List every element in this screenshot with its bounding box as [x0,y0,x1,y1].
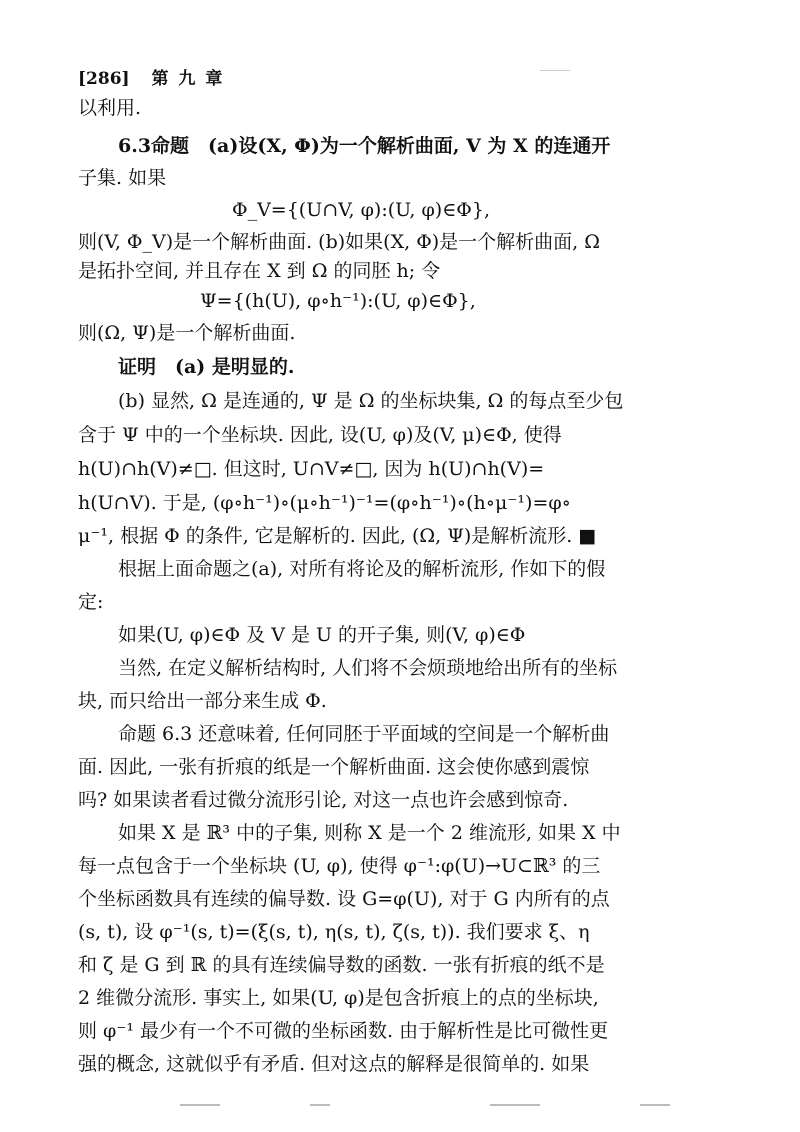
proof-heading-line: 证明 (a) 是明显的. [118,356,295,378]
text-line: 根据上面命题之(a), 对所有将论及的解析流形, 作如下的假 [118,558,606,580]
text-line: 和 ζ 是 G 到 ℝ 的具有连续偏导数的函数. 一张有折痕的纸不是 [78,954,605,976]
scan-mark [310,1104,330,1106]
text-line: 定: [78,591,104,613]
text-line: 当然, 在定义解析结构时, 人们将不会烦琐地给出所有的坐标 [118,657,618,679]
scan-mark [540,70,570,71]
text-line: 命题 6.3 还意味着, 任何同胚于平面域的空间是一个解析曲 [118,723,610,745]
text-line: 面. 因此, 一张有折痕的纸是一个解析曲面. 这会使你感到震惊 [78,756,590,778]
assumption-line: 如果(U, φ)∈Φ 及 V 是 U 的开子集, 则(V, φ)∈Φ [118,624,526,646]
page-header [78,64,224,89]
text-line: μ⁻¹, 根据 Φ 的条件, 它是解析的. 因此, (Ω, Ψ)是解析流形. ■ [78,525,597,547]
text-line: 则(Ω, Ψ)是一个解析曲面. [78,322,296,344]
text-line: 每一点包含于一个坐标块 (U, φ), 使得 φ⁻¹:φ(U)→U⊂ℝ³ 的三 [78,855,601,877]
text-line: 强的概念, 这就似乎有矛盾. 但对这点的解释是很简单的. 如果 [78,1053,590,1075]
text-line: (b) 显然, Ω 是连通的, Ψ 是 Ω 的坐标块集, Ω 的每点至少包 [118,390,624,412]
text-line: 则(V, Φ_V)是一个解析曲面. (b)如果(X, Φ)是一个解析曲面, Ω [78,231,601,253]
page-number: [286] [78,69,130,89]
text-line: 个坐标函数具有连续的偏导数. 设 G=φ(U), 对于 G 内所有的点 [78,888,610,910]
formula-line: Ψ={(h(U), φ∘h⁻¹):(U, φ)∈Φ}, [200,290,476,312]
text-line: 是拓扑空间, 并且存在 X 到 Ω 的同胚 h; 令 [78,260,441,282]
formula-line: Φ_V={(U∩V, φ):(U, φ)∈Φ}, [232,199,490,221]
chapter-title: 第 九 章 [151,69,225,89]
proposition-heading-line: 6.3命题 (a)设(X, Φ)为一个解析曲面, V 为 X 的连通开 [118,135,611,157]
text-line: 块, 而只给出一部分来生成 Φ. [78,690,327,712]
text-line: (s, t), 设 φ⁻¹(s, t)=(ξ(s, t), η(s, t), ζ(s, t)). 我们要求 ξ、η [78,921,590,943]
text-line: 如果 X 是 ℝ³ 中的子集, 则称 X 是一个 2 维流形, 如果 X 中 [118,822,621,844]
text-line: 以利用. [78,97,142,119]
scan-mark [640,1104,670,1106]
text-line: h(U∩V). 于是, (φ∘h⁻¹)∘(μ∘h⁻¹)⁻¹=(φ∘h⁻¹)∘(h∘μ⁻¹)=φ∘ [78,492,571,514]
text-line: h(U)∩h(V)≠□. 但这时, U∩V≠□, 因为 h(U)∩h(V)= [78,458,545,480]
text-line: 吗? 如果读者看过微分流形引论, 对这一点也许会感到惊奇. [78,789,569,811]
text-line: 2 维微分流形. 事实上, 如果(U, φ)是包含折痕上的点的坐标块, [78,987,599,1009]
text-line: 子集. 如果 [78,167,167,189]
scan-mark [180,1104,220,1106]
scan-mark [490,1104,540,1106]
text-line: 含于 Ψ 中的一个坐标块. 因此, 设(U, φ)及(V, μ)∈Φ, 使得 [78,424,562,446]
text-line: 则 φ⁻¹ 最少有一个不可微的坐标函数. 由于解析性是比可微性更 [78,1020,609,1042]
